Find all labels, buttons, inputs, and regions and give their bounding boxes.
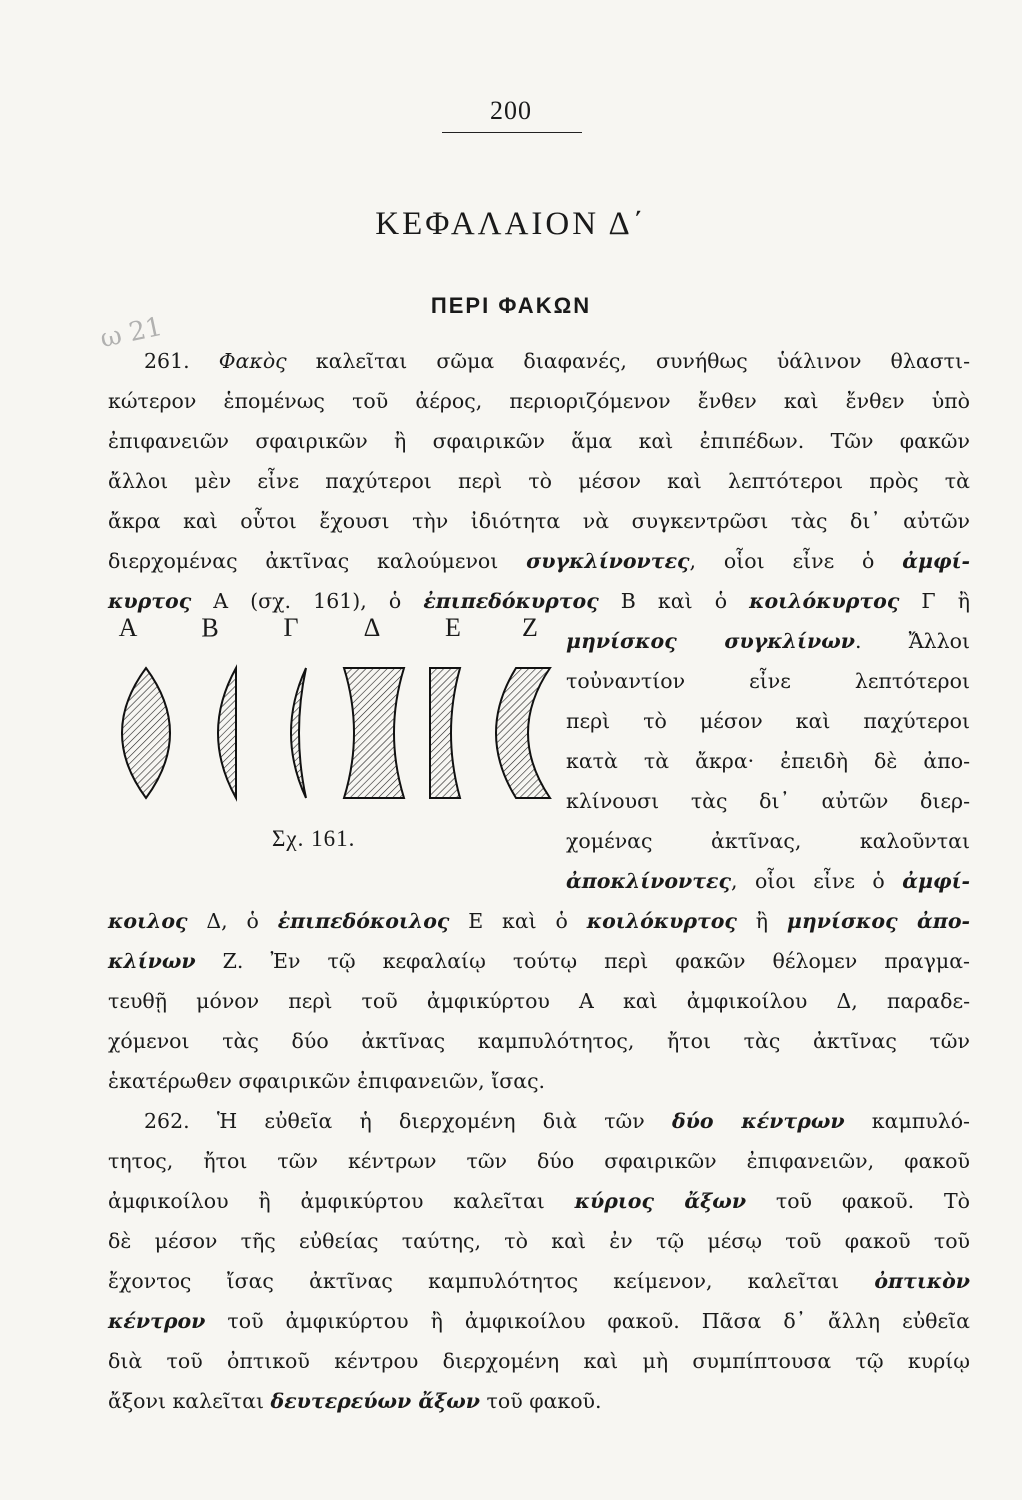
page-number-rule	[442, 132, 582, 133]
section-title: ΠΕΡΙ ΦΑΚΩΝ	[430, 293, 592, 318]
fig-letter-a: Α	[118, 613, 138, 642]
text-line-17: τευθῇ μόνον περὶ τοῦ ἀμφικύρτου Α καὶ ἀμφικοίλου Δ, παραδε-	[108, 989, 970, 1013]
text-line-20: 262. Ἡ εὐθεῖα ἡ διερχομένη διὰ τῶν δύο κέντρων καμπυλό-	[144, 1109, 970, 1133]
figure-161	[108, 608, 558, 870]
text-line-12: κλίνουσι τὰς δι᾽ αὐτῶν διερ-	[566, 789, 970, 813]
text-line-21: τητος, ἤτοι τῶν κέντρων τῶν δύο σφαιρικῶν ἐπιφανειῶν, φακοῦ	[108, 1149, 970, 1173]
fig-letter-d: Δ	[363, 613, 381, 642]
text-line-4: ἄλλοι μὲν εἶνε παχύτεροι περὶ τὸ μέσον καὶ λεπτότεροι πρὸς τὰ	[108, 469, 970, 493]
text-line-19: ἑκατέρωθεν σφαιρικῶν ἐπιφανειῶν, ἴσας.	[108, 1069, 546, 1093]
page-number: 200	[490, 96, 532, 125]
text-line-16: κλίνων Ζ. Ἐν τῷ κεφαλαίῳ τούτῳ περὶ φακῶν θέλομεν πραγμα-	[108, 949, 970, 973]
text-line-2: κώτερον ἑπομένως τοῦ ἀέρος, περιοριζόμενον ἔνθεν καὶ ἔνθεν ὑπὸ	[108, 389, 970, 413]
text-line-3: ἐπιφανειῶν σφαιρικῶν ἢ σφαιρικῶν ἅμα καὶ ἐπιπέδων. Τῶν φακῶν	[108, 429, 970, 453]
text-line-11: κατὰ τὰ ἄκρα· ἐπειδὴ δὲ ἀπο-	[566, 749, 970, 773]
text-line-13: χομένας ἀκτῖνας, καλοῦνται	[566, 829, 970, 853]
text-line-27: ἄξονι καλεῖται δευτερεύων ἄξων τοῦ φακοῦ.	[108, 1389, 602, 1413]
fig-letter-e: Ε	[445, 613, 461, 642]
fig-letter-b: Β	[201, 613, 219, 642]
plano-convex-lens	[218, 668, 236, 798]
text-line-15: κοιλος Δ, ὁ ἐπιπεδόκοιλος Ε καὶ ὁ κοιλόκυρτος ἢ μηνίσκος ἀπο-	[108, 909, 970, 933]
text-line-1: 261. Φακὸς καλεῖται σῶμα διαφανές, συνήθως ὑάλινον θλαστι-	[144, 349, 970, 373]
plano-concave-lens	[430, 668, 460, 798]
text-line-26: διὰ τοῦ ὀπτικοῦ κέντρου διερχομένη καὶ μὴ συμπίπτουσα τῷ κυρίῳ	[108, 1349, 970, 1373]
fig-letter-z: Ζ	[522, 613, 538, 642]
text-line-9: τοὐναντίον εἶνε λεπτότεροι	[566, 669, 970, 693]
text-line-23: δὲ μέσον τῆς εὐθείας ταύτης, τὸ καὶ ἐν τῷ μέσῳ τοῦ φακοῦ τοῦ	[108, 1229, 970, 1253]
chapter-title: ΚΕΦΑΛΑΙΟΝ Δ΄	[375, 206, 647, 242]
text-line-7: κυρτος Α (σχ. 161), ὁ ἐπιπεδόκυρτος Β καὶ ὁ κοιλόκυρτος Γ ἢ	[108, 589, 970, 613]
concavo-convex-lens	[291, 668, 306, 798]
text-line-5: ἄκρα καὶ οὗτοι ἔχουσι τὴν ἰδιότητα νὰ συγκεντρῶσι τὰς δι᾽ αὐτῶν	[108, 509, 970, 533]
text-line-18: χόμενοι τὰς δύο ἀκτῖνας καμπυλότητος, ἤτοι τὰς ἀκτῖνας τῶν	[108, 1029, 970, 1053]
figure-caption: Σχ. 161.	[272, 826, 356, 851]
biconvex-lens	[122, 668, 170, 798]
convexo-concave-lens	[496, 668, 550, 798]
text-line-10: περὶ τὸ μέσον καὶ παχύτεροι	[566, 709, 970, 733]
margin-pencil-note: ω 21	[97, 311, 165, 355]
fig-letter-g: Γ	[283, 613, 299, 642]
text-line-25: κέντρον τοῦ ἀμφικύρτου ἢ ἀμφικοίλου φακοῦ. Πᾶσα δ᾽ ἄλλη εὐθεῖα	[108, 1309, 970, 1333]
text-line-6: διερχομένας ἀκτῖνας καλούμενοι συγκλίνοντες, οἷοι εἶνε ὁ ἀμφί-	[108, 549, 970, 573]
text-line-22: ἀμφικοίλου ἢ ἀμφικύρτου καλεῖται κύριος ἄξων τοῦ φακοῦ. Τὸ	[108, 1189, 970, 1213]
text-line-14: ἀποκλίνοντες, οἷοι εἶνε ὁ ἀμφί-	[566, 869, 970, 893]
text-line-8: μηνίσκος συγκλίνων. Ἄλλοι	[566, 629, 970, 653]
text-line-24: ἔχοντος ἴσας ἀκτῖνας καμπυλότητος κείμενον, καλεῖται ὀπτικὸν	[108, 1269, 970, 1293]
biconcave-lens	[344, 668, 404, 798]
